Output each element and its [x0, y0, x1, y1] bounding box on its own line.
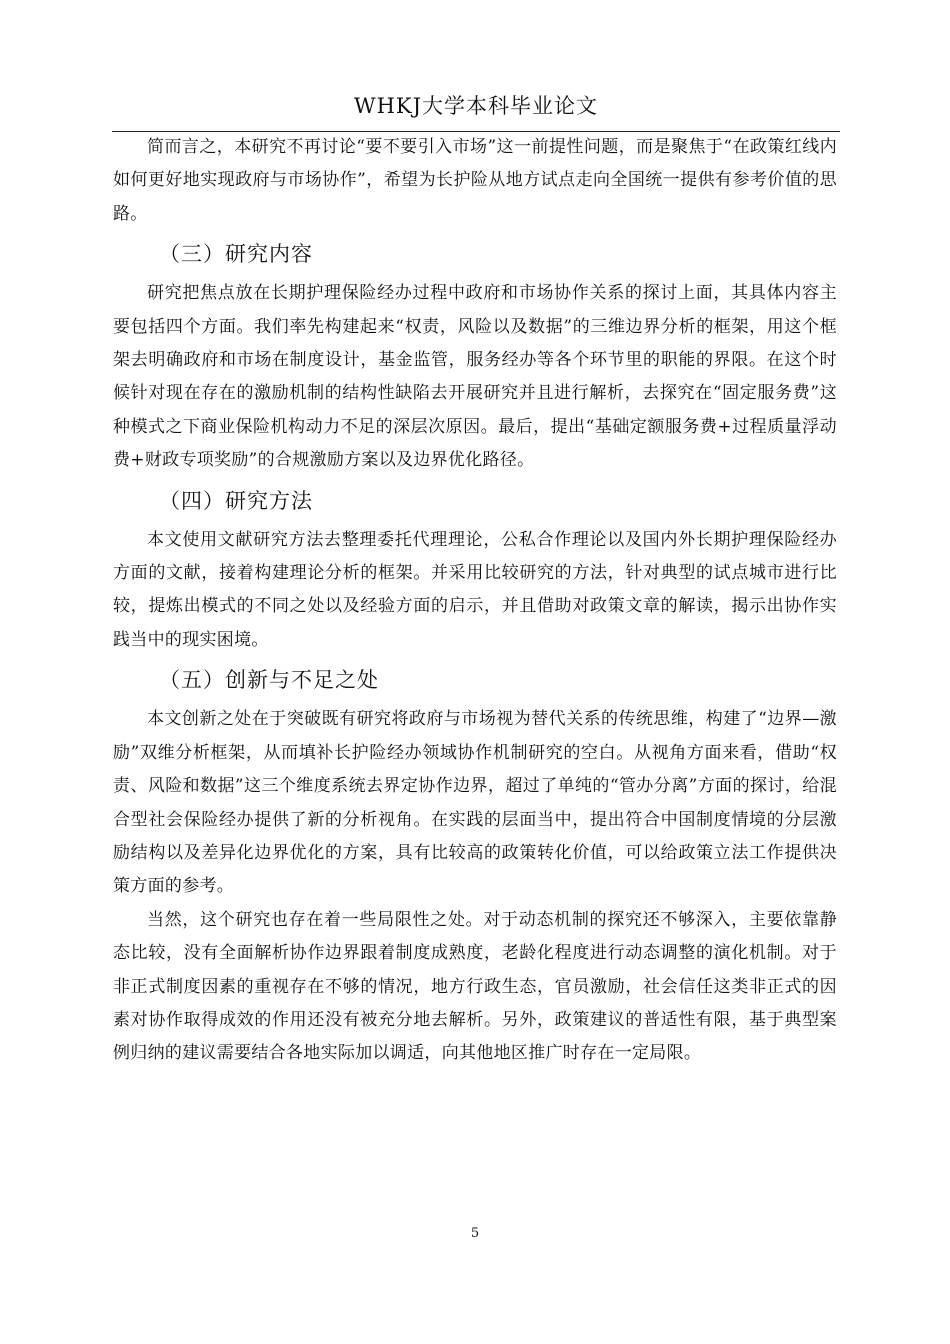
document-body — [113, 131, 837, 1071]
limitations-paragraph: 当然，这个研究也存在着一些局限性之处。对于动态机制的探究还不够深入，主要依靠静态比较，没有全面解析协作边界跟着制度成熟度，老龄化程度进行动态调整的演化机制。对于非正式制度因素的重视存在不够的情况，地方行政生态，官员激励，社会信任这类非正式的因素对协作取得成效的作用还没有被充分地去解析。另外，政策建议的普适性有限，基于典型案例归纳的建议需要结合各地实际加以调适，向其他地区推广时存在一定局限。 — [113, 909, 837, 1064]
research-methods-paragraph: 本文使用文献研究方法去整理委托代理理论，公私合作理论以及国内外长期护理保险经办方面的文献，接着构建理论分析的框架。并采用比较研究的方法，针对典型的试点城市进行比较，提炼出模式的不同之处以及经验方面的启示，并且借助对政策文章的解读，揭示出协作实践当中的现实困境。 — [113, 529, 837, 650]
section-heading-research-content: （三）研究内容 — [159, 242, 313, 267]
intro-paragraph: 简而言之，本研究不再讨论“要不要引入市场”这一前提性问题，而是聚焦于“在政策红线内如何更好地实现政府与市场协作”，希望为长护险从地方试点走向全国统一提供有参考价值的思路。 — [113, 137, 837, 224]
section-heading-research-methods: （四）研究方法 — [159, 488, 313, 513]
research-content-paragraph: 研究把焦点放在长期护理保险经办过程中政府和市场协作关系的探讨上面，其具体内容主要包括四个方面。我们率先构建起来“权责，风险以及数据”的三维边界分析的框架，用这个框架去明确政府和市场在制度设计，基金监管，服务经办等各个环节里的职能的界限。在这个时候针对现在存在的激励机制的结构性缺陷去开展研究并且进行解析，去探究在“固定服务费”这种模式之下商业保险机构动力不足的深层次原因。最后，提出“基础定额服务费+过程质量浮动费+财政专项奖励”的合规激励方案以及边界优化路径。 — [113, 283, 837, 471]
page-number: 5 — [470, 1226, 480, 1241]
innovation-paragraph: 本文创新之处在于突破既有研究将政府与市场视为替代关系的传统思维，构建了“边界—激励”双维分析框架，从而填补长护险经办领域协作机制研究的空白。从视角方面来看，借助“权责、风险和数据”这三个维度系统去界定协作边界，超过了单纯的“管办分离”方面的探讨，给混合型社会保险经办提供了新的分析视角。在实践的层面当中，提出符合中国制度情境的分层激励结构以及差异化边界优化的方案，具有比较高的政策转化价值，可以给政策立法工作提供决策方面的参考。 — [113, 709, 837, 897]
section-heading-innovation-limitations: （五）创新与不足之处 — [159, 668, 379, 693]
page-header-title: WHKJ大学本科毕业论文 — [353, 94, 598, 118]
